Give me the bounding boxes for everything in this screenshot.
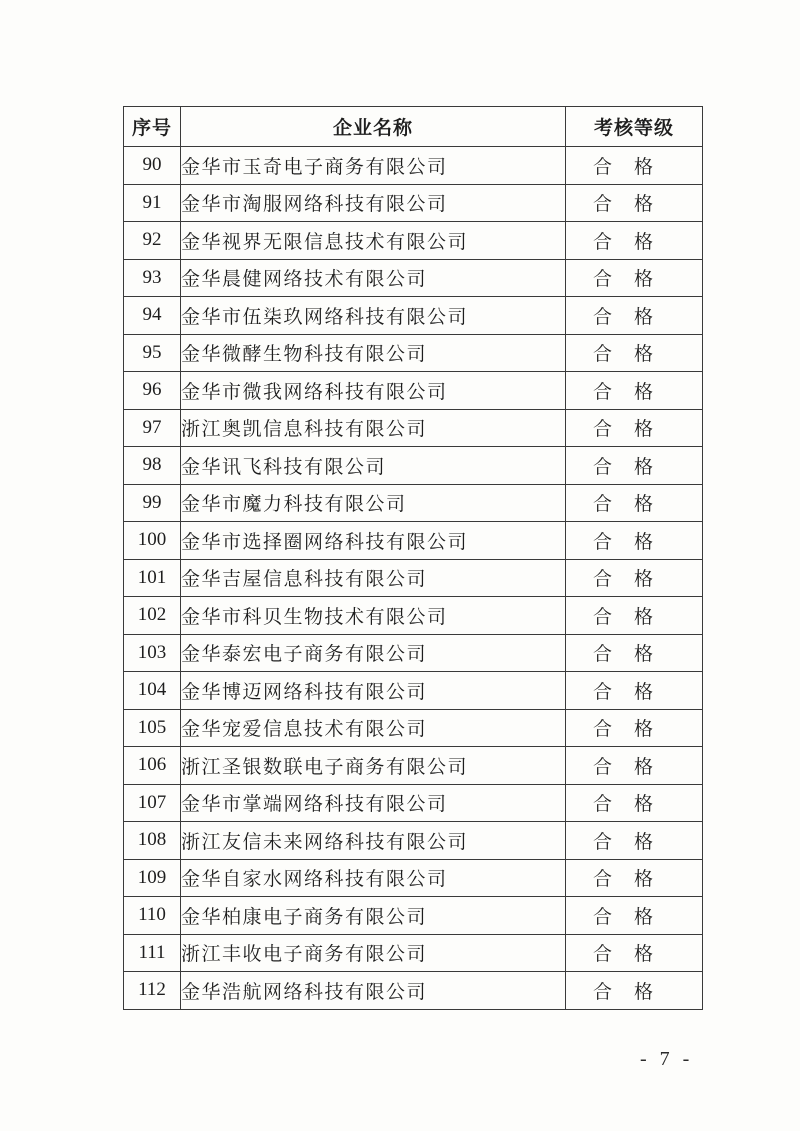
- assessment-grade-cell: 合格: [566, 747, 703, 785]
- assessment-grade-cell: 合格: [566, 897, 703, 935]
- assessment-grade-cell: 合格: [566, 709, 703, 747]
- table-row: [124, 184, 703, 222]
- assessment-grade-cell: 合格: [566, 522, 703, 560]
- serial-number-cell: 102: [124, 597, 181, 635]
- enterprise-name-cell: 浙江丰收电子商务有限公司: [181, 934, 566, 972]
- serial-number-cell: 101: [124, 559, 181, 597]
- table-row: [124, 672, 703, 710]
- enterprise-name-cell: 浙江友信未来网络科技有限公司: [181, 822, 566, 860]
- table-row: [124, 147, 703, 185]
- enterprise-name-cell: 金华市玉奇电子商务有限公司: [181, 147, 566, 185]
- assessment-grade-cell: 合格: [566, 372, 703, 410]
- serial-number-cell: 100: [124, 522, 181, 560]
- assessment-grade-cell: 合格: [566, 484, 703, 522]
- table-row: [124, 859, 703, 897]
- table-row: [124, 447, 703, 485]
- enterprise-assessment-table: [123, 106, 703, 1010]
- serial-number-cell: 95: [124, 334, 181, 372]
- enterprise-name-cell: 金华市淘服网络科技有限公司: [181, 184, 566, 222]
- serial-number-cell: 94: [124, 297, 181, 335]
- enterprise-name-cell: 金华泰宏电子商务有限公司: [181, 634, 566, 672]
- assessment-grade-cell: 合格: [566, 934, 703, 972]
- serial-number-cell: 98: [124, 447, 181, 485]
- enterprise-name-cell: 金华市微我网络科技有限公司: [181, 372, 566, 410]
- assessment-grade-cell: 合格: [566, 559, 703, 597]
- enterprise-name-cell: 金华宠爱信息技术有限公司: [181, 709, 566, 747]
- serial-number-cell: 112: [124, 972, 181, 1010]
- table-row: [124, 484, 703, 522]
- assessment-grade-cell: 合格: [566, 334, 703, 372]
- serial-number-cell: 106: [124, 747, 181, 785]
- table-row: [124, 259, 703, 297]
- enterprise-name-cell: 金华吉屋信息科技有限公司: [181, 559, 566, 597]
- assessment-grade-cell: 合格: [566, 597, 703, 635]
- assessment-grade-cell: 合格: [566, 409, 703, 447]
- table-row: [124, 522, 703, 560]
- serial-number-cell: 109: [124, 859, 181, 897]
- serial-number-cell: 111: [124, 934, 181, 972]
- enterprise-name-cell: 金华市科贝生物技术有限公司: [181, 597, 566, 635]
- enterprise-name-cell: 金华视界无限信息技术有限公司: [181, 222, 566, 260]
- serial-number-cell: 107: [124, 784, 181, 822]
- enterprise-name-cell: 金华微酵生物科技有限公司: [181, 334, 566, 372]
- table-row: [124, 972, 703, 1010]
- page-number: - 7 -: [640, 1048, 694, 1070]
- assessment-grade-cell: 合格: [566, 634, 703, 672]
- assessment-grade-cell: 合格: [566, 972, 703, 1010]
- enterprise-name-cell: 金华博迈网络科技有限公司: [181, 672, 566, 710]
- serial-number-cell: 93: [124, 259, 181, 297]
- assessment-grade-cell: 合格: [566, 784, 703, 822]
- serial-number-cell: 103: [124, 634, 181, 672]
- serial-number-cell: 110: [124, 897, 181, 935]
- assessment-grade-cell: 合格: [566, 447, 703, 485]
- table-row: [124, 822, 703, 860]
- table-row: [124, 372, 703, 410]
- enterprise-name-cell: 金华市掌端网络科技有限公司: [181, 784, 566, 822]
- table-row: [124, 934, 703, 972]
- assessment-grade-cell: 合格: [566, 259, 703, 297]
- enterprise-name-cell: 金华晨健网络技术有限公司: [181, 259, 566, 297]
- assessment-grade-cell: 合格: [566, 672, 703, 710]
- table-row: [124, 559, 703, 597]
- table-row: [124, 597, 703, 635]
- serial-number-cell: 96: [124, 372, 181, 410]
- enterprise-name-cell: 金华讯飞科技有限公司: [181, 447, 566, 485]
- table-row: [124, 297, 703, 335]
- enterprise-name-cell: 金华浩航网络科技有限公司: [181, 972, 566, 1010]
- table-body: [124, 147, 703, 1010]
- table-row: [124, 709, 703, 747]
- table-header-row: [124, 107, 703, 147]
- enterprise-name-cell: 浙江圣银数联电子商务有限公司: [181, 747, 566, 785]
- enterprise-name-cell: 金华市伍柒玖网络科技有限公司: [181, 297, 566, 335]
- serial-number-cell: 97: [124, 409, 181, 447]
- assessment-grade-cell: 合格: [566, 297, 703, 335]
- enterprise-name-cell: 金华自家水网络科技有限公司: [181, 859, 566, 897]
- enterprise-name-cell: 金华市魔力科技有限公司: [181, 484, 566, 522]
- serial-number-cell: 99: [124, 484, 181, 522]
- table-row: [124, 897, 703, 935]
- assessment-grade-cell: 合格: [566, 222, 703, 260]
- assessment-grade-cell: 合格: [566, 147, 703, 185]
- table-row: [124, 784, 703, 822]
- serial-number-cell: 108: [124, 822, 181, 860]
- assessment-grade-cell: 合格: [566, 859, 703, 897]
- header-serial-number: 序号: [124, 107, 181, 147]
- header-assessment-grade: 考核等级: [566, 107, 703, 147]
- enterprise-name-cell: 金华市选择圈网络科技有限公司: [181, 522, 566, 560]
- serial-number-cell: 92: [124, 222, 181, 260]
- serial-number-cell: 91: [124, 184, 181, 222]
- table-row: [124, 747, 703, 785]
- table-row: [124, 334, 703, 372]
- serial-number-cell: 105: [124, 709, 181, 747]
- serial-number-cell: 104: [124, 672, 181, 710]
- table-row: [124, 222, 703, 260]
- serial-number-cell: 90: [124, 147, 181, 185]
- header-enterprise-name: 企业名称: [181, 107, 566, 147]
- table-row: [124, 409, 703, 447]
- table-row: [124, 634, 703, 672]
- assessment-grade-cell: 合格: [566, 822, 703, 860]
- enterprise-name-cell: 金华柏康电子商务有限公司: [181, 897, 566, 935]
- assessment-grade-cell: 合格: [566, 184, 703, 222]
- enterprise-name-cell: 浙江奥凯信息科技有限公司: [181, 409, 566, 447]
